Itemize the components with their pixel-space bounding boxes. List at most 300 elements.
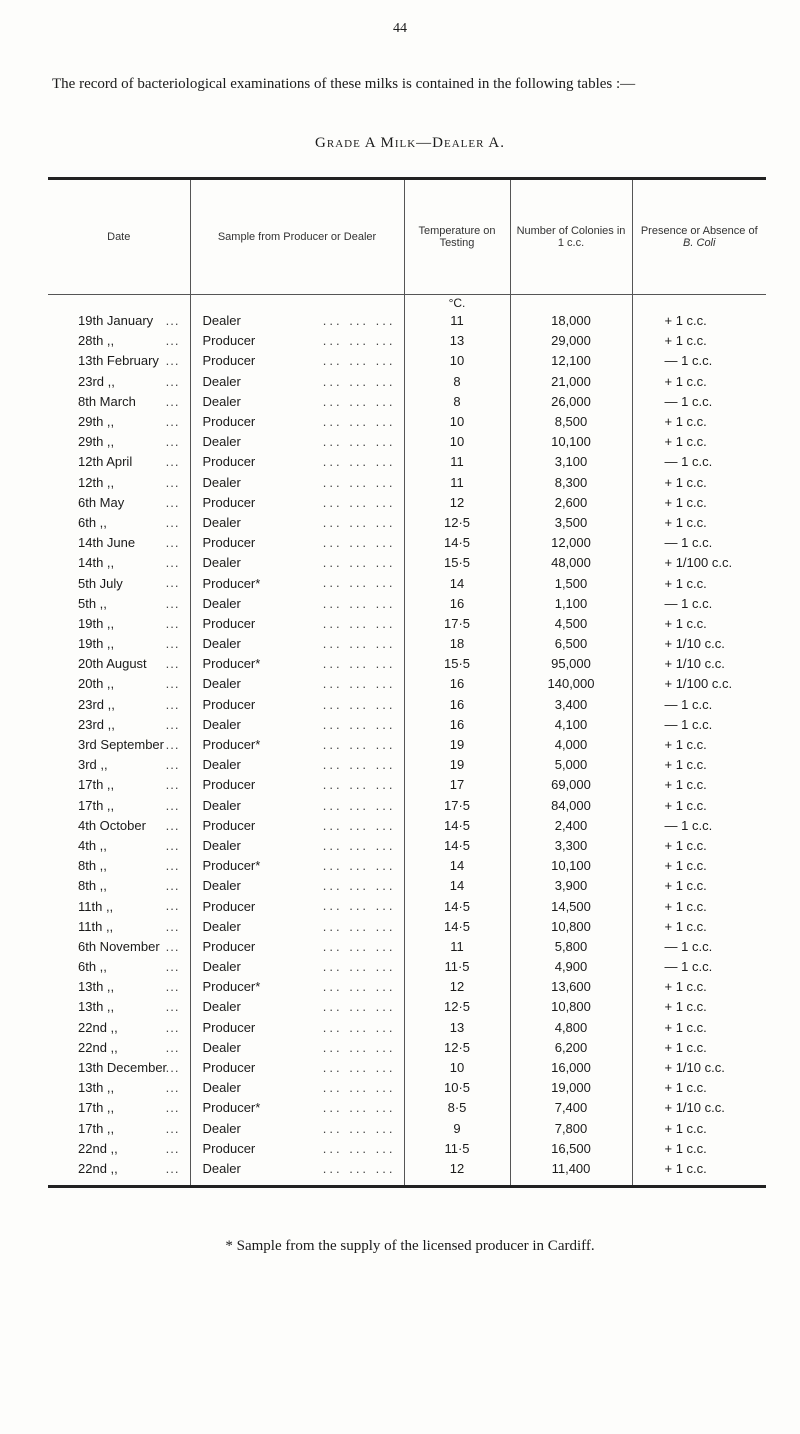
cell-source-text: Producer: [202, 1140, 256, 1156]
cell-colonies-text: 10,100: [551, 858, 591, 874]
table-row: [48, 513, 766, 533]
cell-temperature: [404, 937, 510, 957]
cell-colonies: [510, 594, 632, 614]
cell-source-text: Producer: [202, 494, 256, 510]
cell-presence: [632, 1058, 766, 1078]
cell-temperature-text: 10·5: [443, 1080, 471, 1096]
table-row: [48, 654, 766, 674]
cell-date: [48, 1038, 190, 1058]
cell-date-text: 20th August: [78, 656, 147, 672]
cell-temperature: [404, 452, 510, 472]
cell-source: [190, 775, 404, 795]
cell-source-text: Producer: [202, 817, 256, 833]
cell-date: [48, 816, 190, 836]
cell-presence-text: — 1 c.c.: [664, 535, 713, 551]
cell-presence: [632, 674, 766, 694]
leader-dots: ...: [165, 595, 180, 611]
cell-date-text: 6th ,,: [78, 514, 107, 530]
leader-dots: ... ... ...: [322, 1039, 396, 1055]
cell-colonies-text: 7,800: [554, 1120, 588, 1136]
cell-colonies-text: 4,800: [554, 1019, 588, 1035]
leader-dots: ...: [165, 434, 180, 450]
leader-dots: ... ... ...: [322, 1080, 396, 1096]
cell-source-text: Producer*: [202, 737, 261, 753]
cell-temperature-text: 12: [449, 1160, 465, 1176]
cell-date-text: 13th ,,: [78, 1080, 115, 1096]
table-row: [48, 937, 766, 957]
cell-presence-text: + 1/100 c.c.: [664, 555, 733, 571]
cell-source: [190, 452, 404, 472]
table-row: [48, 412, 766, 432]
cell-colonies: [510, 331, 632, 351]
leader-dots: ...: [165, 676, 180, 692]
cell-source: [190, 977, 404, 997]
cell-presence: [632, 392, 766, 412]
cell-presence: [632, 493, 766, 513]
table-row: [48, 674, 766, 694]
cell-source: [190, 876, 404, 896]
cell-colonies-text: 4,900: [554, 959, 588, 975]
cell-temperature-text: 8: [453, 373, 461, 389]
leader-dots: ... ... ...: [322, 979, 396, 995]
cell-source: [190, 715, 404, 735]
leader-dots: ... ... ...: [322, 555, 396, 571]
table-row: [48, 1098, 766, 1118]
cell-colonies-text: 26,000: [551, 393, 591, 409]
cell-presence-text: + 1 c.c.: [664, 1080, 707, 1096]
cell-date-text: 6th November: [78, 938, 160, 954]
cell-source-text: Producer*: [202, 656, 261, 672]
cell-date: [48, 715, 190, 735]
leader-dots: ...: [165, 636, 180, 651]
cell-presence-text: — 1 c.c.: [664, 454, 713, 470]
leader-dots: ... ... ...: [322, 413, 396, 429]
cell-presence-text: + 1/10 c.c.: [664, 1060, 725, 1076]
cell-date: [48, 351, 190, 371]
cell-presence: [632, 977, 766, 997]
leader-dots: ...: [165, 454, 180, 470]
cell-source: [190, 553, 404, 573]
cell-presence: [632, 695, 766, 715]
cell-source-text: Dealer: [202, 1039, 241, 1055]
cell-temperature-text: 11: [450, 474, 464, 490]
cell-temperature: [404, 614, 510, 634]
cell-temperature-text: 11: [450, 454, 464, 470]
cell-date-text: 3rd ,,: [78, 757, 108, 773]
leader-dots: ...: [165, 817, 180, 833]
table-row: [48, 594, 766, 614]
cell-colonies: [510, 351, 632, 371]
cell-colonies-text: 4,100: [554, 716, 588, 732]
leader-dots: ...: [165, 716, 180, 732]
cell-colonies: [510, 775, 632, 795]
leader-dots: ... ... ...: [322, 757, 396, 773]
cell-colonies-text: 1,100: [554, 595, 588, 611]
cell-date: [48, 311, 190, 331]
leader-dots: ... ... ...: [322, 1059, 396, 1075]
cell-date-text: 22nd ,,: [78, 1140, 118, 1156]
cell-presence: [632, 553, 766, 573]
header-sample: Sample from Producer or Dealer: [190, 180, 404, 295]
table-row: [48, 634, 766, 654]
results-table: [48, 180, 766, 1185]
cell-temperature: [404, 392, 510, 412]
cell-colonies: [510, 311, 632, 331]
cell-colonies: [510, 715, 632, 735]
leader-dots: ... ... ...: [322, 1160, 396, 1176]
cell-temperature: [404, 351, 510, 371]
leader-dots: ... ... ...: [322, 736, 396, 752]
cell-source-text: Dealer: [202, 636, 241, 652]
table-row: [48, 493, 766, 513]
table-row: [48, 735, 766, 755]
cell-colonies: [510, 1098, 632, 1118]
leader-dots: ...: [165, 938, 180, 954]
cell-date-text: 13th ,,: [78, 999, 115, 1015]
cell-temperature-text: 8: [453, 393, 461, 409]
leader-dots: ...: [165, 858, 180, 874]
cell-colonies: [510, 796, 632, 816]
cell-date-text: 12th ,,: [78, 474, 115, 490]
cell-date: [48, 452, 190, 472]
cell-presence-text: + 1/100 c.c.: [664, 676, 733, 692]
table-row: [48, 573, 766, 593]
cell-presence-text: — 1 c.c.: [664, 817, 713, 833]
cell-colonies: [510, 392, 632, 412]
cell-colonies-text: 3,400: [554, 696, 588, 712]
cell-date: [48, 412, 190, 432]
cell-colonies-text: 95,000: [551, 656, 591, 672]
cell-presence: [632, 594, 766, 614]
cell-temperature: [404, 1058, 510, 1078]
cell-source: [190, 1038, 404, 1058]
cell-temperature: [404, 715, 510, 735]
cell-source: [190, 614, 404, 634]
leader-dots: ...: [165, 373, 180, 389]
cell-colonies: [510, 674, 632, 694]
cell-presence: [632, 836, 766, 856]
cell-presence: [632, 796, 766, 816]
cell-presence: [632, 917, 766, 937]
leader-dots: ...: [165, 555, 180, 571]
cell-source-text: Dealer: [202, 434, 241, 450]
cell-date: [48, 997, 190, 1017]
cell-presence-text: + 1 c.c.: [664, 1039, 707, 1055]
cell-source-text: Dealer: [202, 676, 241, 692]
cell-temperature: [404, 1018, 510, 1038]
cell-date: [48, 473, 190, 493]
cell-temperature: [404, 553, 510, 573]
cell-temperature: [404, 311, 510, 331]
cell-temperature-text: 17: [449, 777, 465, 793]
cell-presence: [632, 412, 766, 432]
cell-date: [48, 917, 190, 937]
leader-dots: ...: [165, 353, 180, 369]
cell-presence-text: — 1 c.c.: [664, 959, 713, 975]
leader-dots: ...: [165, 696, 180, 712]
leader-dots: ...: [165, 797, 180, 813]
cell-source-text: Producer: [202, 333, 256, 349]
table-row: [48, 473, 766, 493]
cell-temperature: [404, 473, 510, 493]
cell-presence: [632, 735, 766, 755]
cell-source: [190, 372, 404, 392]
cell-date: [48, 836, 190, 856]
cell-date-text: 19th ,,: [78, 615, 115, 631]
cell-source: [190, 311, 404, 331]
cell-colonies: [510, 634, 632, 654]
cell-source-text: Producer*: [202, 979, 261, 995]
cell-date: [48, 1018, 190, 1038]
cell-presence-text: — 1 c.c.: [664, 353, 713, 369]
table-body: [48, 295, 766, 1185]
results-table-container: [48, 177, 766, 1188]
cell-temperature-text: 16: [449, 716, 465, 732]
cell-colonies-text: 4,500: [554, 615, 588, 631]
cell-colonies: [510, 856, 632, 876]
cell-date-text: 13th February: [78, 353, 159, 369]
leader-dots: ...: [165, 979, 180, 995]
cell-source: [190, 796, 404, 816]
cell-date-text: 8th ,,: [78, 878, 107, 894]
cell-source: [190, 856, 404, 876]
cell-presence-text: + 1 c.c.: [664, 514, 707, 530]
cell-source: [190, 513, 404, 533]
cell-source-text: Producer*: [202, 858, 261, 874]
cell-presence: [632, 775, 766, 795]
cell-source-text: Dealer: [202, 555, 241, 571]
cell-source: [190, 836, 404, 856]
table-row: [48, 816, 766, 836]
cell-date: [48, 856, 190, 876]
table-row: [48, 1058, 766, 1078]
cell-presence-text: + 1 c.c.: [664, 1140, 707, 1156]
table-row: [48, 876, 766, 896]
header-presence-text: Presence or Absence of: [640, 225, 758, 237]
cell-colonies-text: 2,400: [554, 817, 588, 833]
cell-colonies-text: 3,500: [554, 514, 588, 530]
cell-temperature-text: 14·5: [443, 837, 471, 853]
cell-date-text: 14th ,,: [78, 555, 115, 571]
cell-colonies: [510, 1058, 632, 1078]
cell-source: [190, 997, 404, 1017]
cell-source-text: Producer: [202, 1019, 256, 1035]
cell-source: [190, 917, 404, 937]
cell-colonies: [510, 1078, 632, 1098]
cell-date: [48, 432, 190, 452]
temperature-unit: °C.: [404, 295, 510, 312]
cell-presence: [632, 634, 766, 654]
table-row: [48, 533, 766, 553]
cell-date-text: 28th ,,: [78, 333, 115, 349]
cell-presence: [632, 452, 766, 472]
cell-temperature-text: 14·5: [443, 535, 471, 551]
cell-temperature: [404, 1098, 510, 1118]
leader-dots: ... ... ...: [322, 656, 396, 672]
leader-dots: ...: [165, 333, 180, 349]
cell-date-text: 17th ,,: [78, 777, 115, 793]
cell-date: [48, 553, 190, 573]
cell-colonies-text: 19,000: [551, 1080, 591, 1096]
cell-colonies: [510, 695, 632, 715]
cell-presence-text: + 1 c.c.: [664, 333, 707, 349]
cell-date-text: 29th ,,: [78, 434, 115, 450]
leader-dots: ...: [165, 1019, 180, 1035]
leader-dots: ...: [165, 474, 180, 490]
cell-source-text: Dealer: [202, 797, 241, 813]
intro-paragraph: The record of bacteriological examinations of these milks is contained in the following tables :—: [52, 76, 636, 92]
cell-temperature: [404, 1159, 510, 1185]
cell-source: [190, 674, 404, 694]
cell-temperature: [404, 1119, 510, 1139]
cell-colonies-text: 84,000: [551, 797, 591, 813]
cell-temperature: [404, 412, 510, 432]
cell-source-text: Producer: [202, 898, 256, 914]
cell-presence-text: — 1 c.c.: [664, 393, 713, 409]
cell-date: [48, 674, 190, 694]
cell-source: [190, 937, 404, 957]
cell-temperature-text: 10: [449, 434, 465, 450]
cell-temperature-text: 12·5: [443, 999, 471, 1015]
cell-presence: [632, 331, 766, 351]
cell-presence: [632, 1119, 766, 1139]
cell-date-text: 6th May: [78, 494, 125, 510]
cell-source: [190, 432, 404, 452]
cell-source: [190, 735, 404, 755]
cell-date-text: 17th ,,: [78, 1100, 115, 1116]
leader-dots: ...: [165, 413, 180, 429]
table-row: [48, 836, 766, 856]
cell-date-text: 11th ,,: [78, 898, 114, 914]
leader-dots: ...: [165, 777, 180, 793]
cell-colonies-text: 29,000: [551, 333, 591, 349]
cell-colonies-text: 3,900: [554, 878, 588, 894]
cell-presence-text: — 1 c.c.: [664, 716, 713, 732]
cell-source: [190, 331, 404, 351]
leader-dots: ... ... ...: [322, 595, 396, 611]
cell-temperature: [404, 594, 510, 614]
table-row: [48, 695, 766, 715]
leader-dots: ... ... ...: [322, 373, 396, 389]
cell-temperature-text: 10: [449, 1060, 465, 1076]
cell-temperature-text: 14·5: [443, 898, 471, 914]
cell-colonies-text: 5,000: [554, 757, 588, 773]
cell-temperature: [404, 735, 510, 755]
table-row: [48, 997, 766, 1017]
leader-dots: ...: [165, 656, 180, 672]
cell-colonies: [510, 1038, 632, 1058]
leader-dots: ... ... ...: [322, 393, 396, 409]
cell-source: [190, 695, 404, 715]
cell-date: [48, 796, 190, 816]
table-row: [48, 331, 766, 351]
cell-presence-text: + 1 c.c.: [664, 858, 707, 874]
leader-dots: ... ... ...: [322, 696, 396, 712]
cell-date-text: 8th March: [78, 393, 136, 409]
cell-source-text: Producer: [202, 696, 256, 712]
leader-dots: ... ... ...: [322, 938, 396, 954]
cell-source-text: Dealer: [202, 313, 241, 329]
leader-dots: ... ... ...: [322, 494, 396, 510]
cell-colonies: [510, 816, 632, 836]
cell-date-text: 19th January: [78, 313, 154, 329]
header-presence: [632, 180, 766, 295]
unit-row: [48, 295, 766, 312]
cell-source-text: Producer: [202, 1060, 256, 1076]
cell-colonies: [510, 493, 632, 513]
cell-colonies: [510, 957, 632, 977]
cell-colonies-text: 1,500: [554, 575, 588, 591]
cell-source: [190, 1078, 404, 1098]
cell-date-text: 4th ,,: [78, 837, 107, 853]
cell-date-text: 6th ,,: [78, 959, 107, 975]
cell-date-text: 5th July: [78, 575, 123, 591]
leader-dots: ... ... ...: [322, 1019, 396, 1035]
leader-dots: ... ... ...: [322, 313, 396, 328]
cell-source-text: Dealer: [202, 757, 241, 773]
cell-temperature: [404, 896, 510, 916]
cell-presence-text: — 1 c.c.: [664, 938, 713, 954]
cell-temperature-text: 11·5: [444, 1140, 470, 1156]
cell-colonies: [510, 533, 632, 553]
leader-dots: ... ... ...: [322, 999, 396, 1015]
page-number: 44: [393, 21, 407, 36]
cell-colonies-text: 10,100: [551, 434, 591, 450]
cell-date-text: 22nd ,,: [78, 1019, 118, 1035]
cell-presence-text: + 1 c.c.: [664, 575, 707, 591]
cell-presence: [632, 351, 766, 371]
cell-presence: [632, 1038, 766, 1058]
leader-dots: ... ... ...: [322, 1100, 396, 1116]
cell-date: [48, 755, 190, 775]
cell-date: [48, 775, 190, 795]
leader-dots: ...: [165, 878, 180, 894]
cell-temperature-text: 19: [449, 757, 465, 773]
cell-temperature-text: 14·5: [443, 817, 471, 833]
cell-colonies: [510, 917, 632, 937]
cell-temperature-text: 16: [449, 696, 465, 712]
footnote: * Sample from the supply of the licensed producer in Cardiff.: [225, 1238, 595, 1254]
cell-source-text: Dealer: [202, 393, 241, 409]
leader-dots: ...: [165, 494, 180, 510]
cell-temperature: [404, 836, 510, 856]
cell-colonies: [510, 977, 632, 997]
cell-source-text: Dealer: [202, 474, 241, 490]
cell-temperature-text: 11: [450, 313, 464, 329]
cell-colonies-text: 14,500: [551, 898, 591, 914]
cell-presence-text: + 1/10 c.c.: [664, 656, 725, 672]
cell-colonies-text: 48,000: [551, 555, 591, 571]
cell-colonies: [510, 513, 632, 533]
cell-date: [48, 896, 190, 916]
cell-colonies-text: 8,500: [554, 414, 588, 430]
cell-temperature: [404, 331, 510, 351]
table-row: [48, 775, 766, 795]
header-temperature: Temperature on Testing: [404, 180, 510, 295]
leader-dots: ... ... ...: [322, 716, 396, 732]
cell-presence-text: + 1 c.c.: [664, 837, 707, 853]
cell-colonies-text: 6,200: [554, 1039, 588, 1055]
cell-presence-text: + 1 c.c.: [664, 999, 707, 1015]
cell-temperature-text: 16: [449, 595, 465, 611]
cell-temperature-text: 10: [449, 414, 465, 430]
cell-presence: [632, 957, 766, 977]
table-row: [48, 917, 766, 937]
cell-source: [190, 493, 404, 513]
cell-presence-text: + 1/10 c.c.: [664, 1100, 725, 1116]
cell-source-text: Dealer: [202, 837, 241, 853]
cell-source: [190, 392, 404, 412]
